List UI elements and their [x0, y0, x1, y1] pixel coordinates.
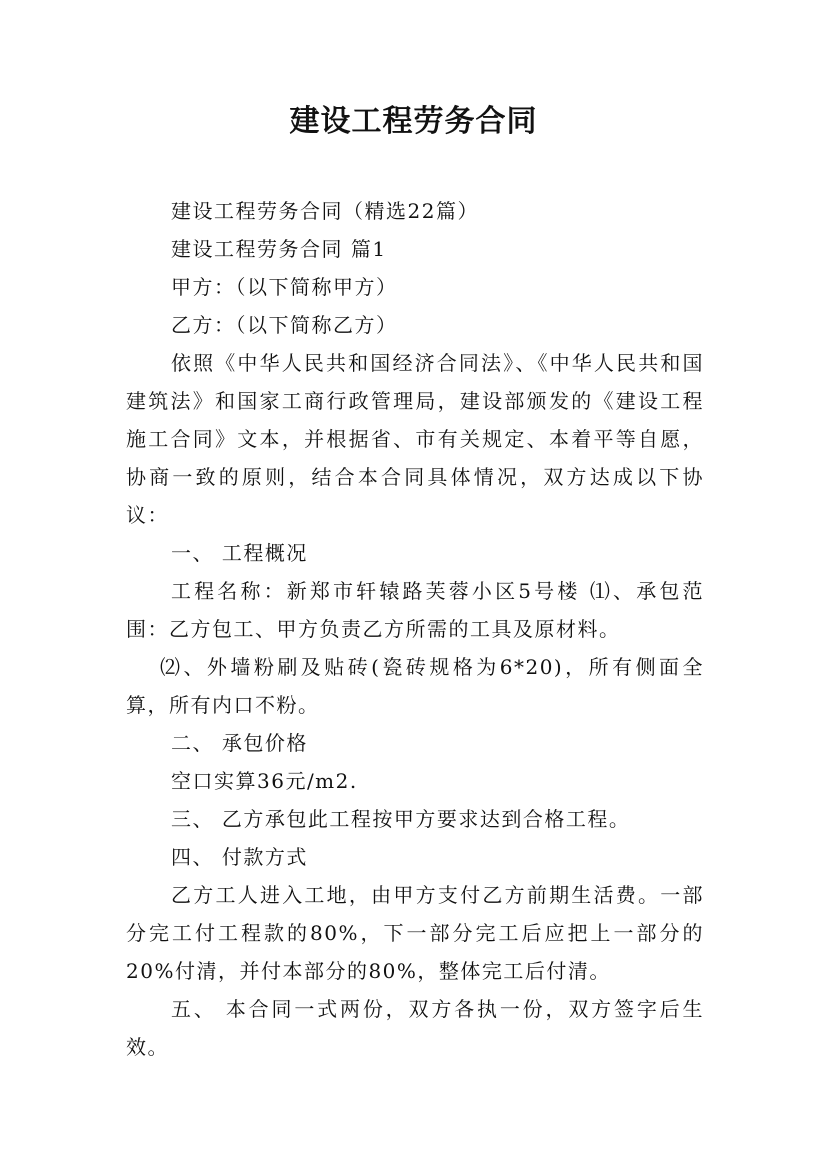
- project-name-paragraph: 工程名称：新郑市轩辕路芙蓉小区5号楼 ⑴、承包范围：乙方包工、甲方负责乙方所需的工具及原材料。: [126, 579, 704, 641]
- party-b-paragraph: 乙方：（以下简称乙方）: [171, 313, 398, 337]
- clause-five-paragraph: 五、 本合同一式两份，双方各执一份，双方签字后生效。: [126, 997, 704, 1059]
- section-heading-paragraph: 建设工程劳务合同 篇1: [171, 237, 387, 261]
- exterior-wall-paragraph: ⑵、外墙粉刷及贴砖(瓷砖规格为6*20)，所有侧面全算，所有内口不粉。: [126, 655, 704, 717]
- document-title: 建设工程劳务合同: [289, 104, 538, 139]
- document-body: [126, 192, 704, 1066]
- subtitle-paragraph: 建设工程劳务合同（精选22篇）: [171, 199, 479, 223]
- legal-basis-paragraph: 依照《中华人民共和国经济合同法》、《中华人民共和国建筑法》和国家工商行政管理局，建设部颁发的《建设工程施工合同》文本，并根据省、市有关规定、本着平等自愿，协商一致的原则，结合本合同具体情况，双方达成以下协议：: [126, 351, 704, 527]
- payment-paragraph: 乙方工人进入工地，由甲方支付乙方前期生活费。一部分完工付工程款的80%，下一部分完工后应把上一部分的20%付清，并付本部分的80%，整体完工后付清。: [126, 883, 704, 983]
- clause-heading-project-overview: 一、 工程概况: [171, 541, 308, 565]
- party-a-paragraph: 甲方：（以下简称甲方）: [171, 275, 398, 299]
- price-paragraph: 空口实算36元/m2.: [171, 769, 358, 793]
- clause-three-paragraph: 三、 乙方承包此工程按甲方要求达到合格工程。: [171, 807, 631, 831]
- clause-heading-payment: 四、 付款方式: [171, 845, 308, 869]
- clause-heading-contract-price: 二、 承包价格: [171, 731, 308, 755]
